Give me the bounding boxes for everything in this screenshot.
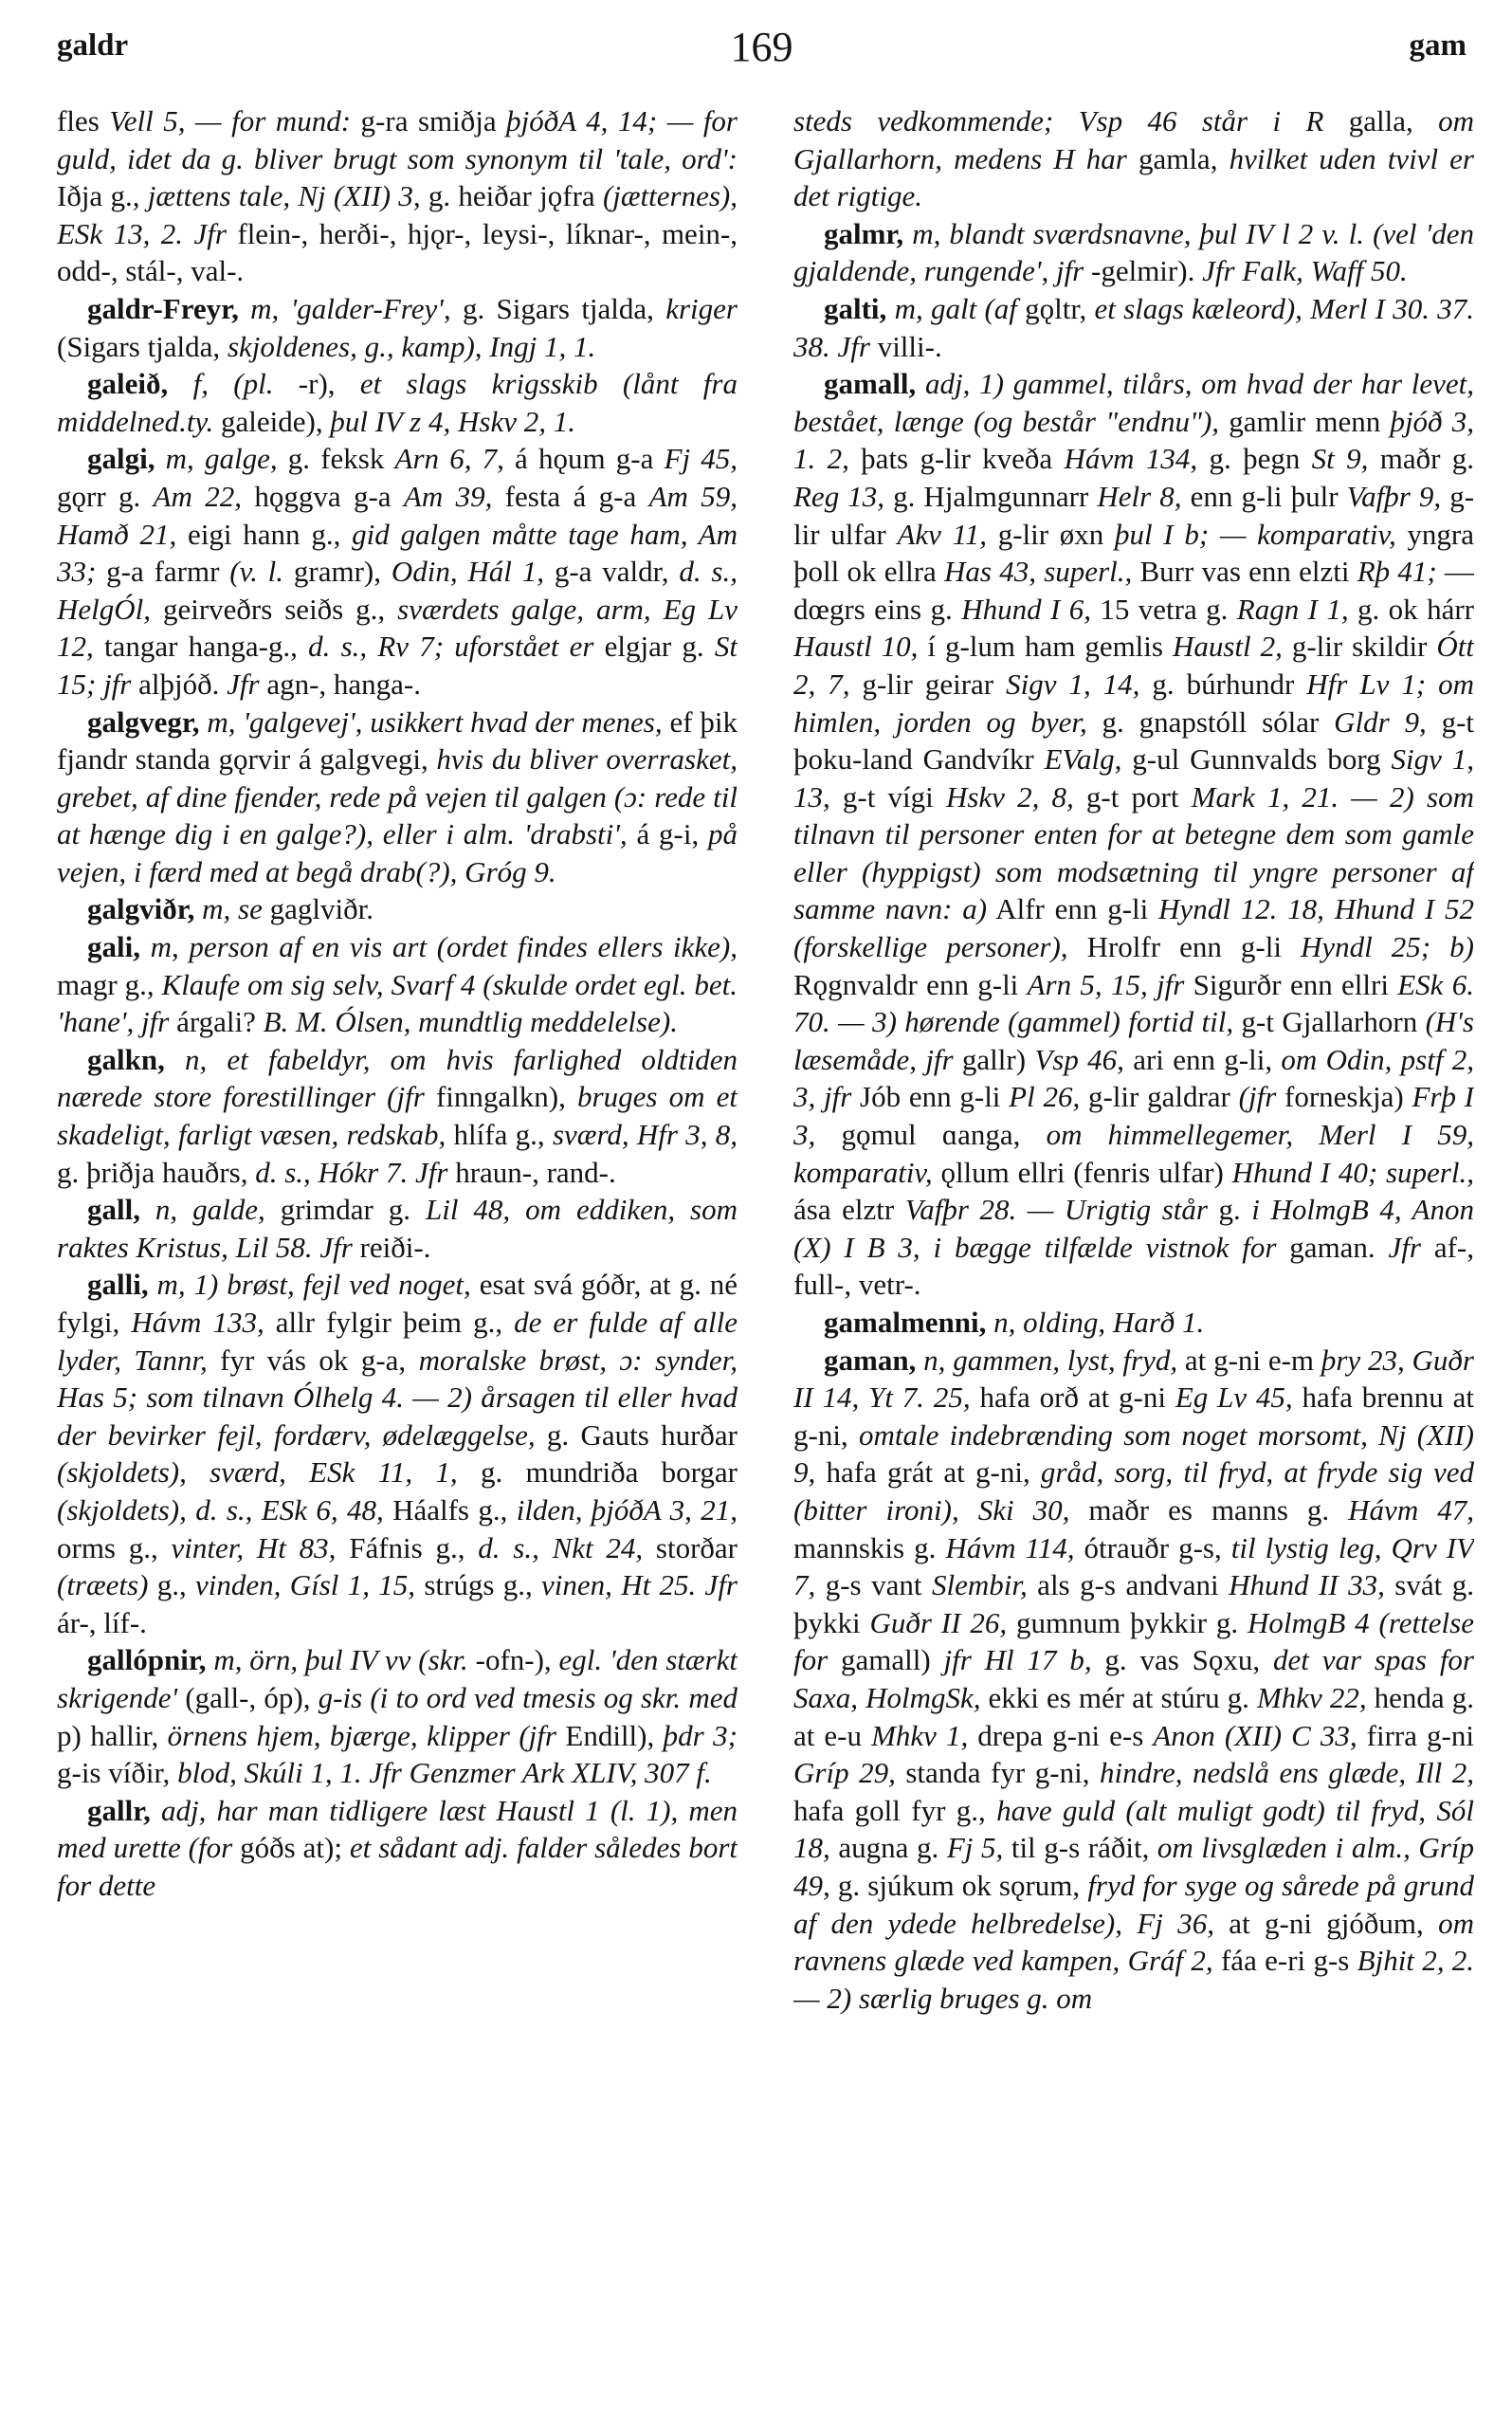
roman-citation-text: g-lir øxn (987, 517, 1115, 551)
italic-gloss-text: sværd, Hfr 3, 8, (552, 1118, 738, 1152)
italic-gloss-text: Anon (XII) C 33, (1153, 1718, 1357, 1752)
roman-citation-text: g-t port (1073, 779, 1192, 814)
italic-gloss-text: Hskv 2, 8, (945, 779, 1074, 814)
roman-citation-text: í g-lum ham gemlis (918, 630, 1173, 664)
italic-gloss-text: Am 39, (403, 479, 493, 513)
italic-gloss-text: omtale indebrænding som noget morsomt, Nj (XII) 9, (793, 1417, 1474, 1490)
roman-citation-text: hlífa g., (446, 1118, 553, 1152)
italic-gloss-text: Lil 48, om eddiken, som raktes Kristus, Lil 58. Jfr (57, 1193, 738, 1264)
roman-citation-text: hafa brennu at g-ni, (793, 1381, 1474, 1452)
roman-citation-text: drepa g-ni e-s (968, 1718, 1154, 1752)
italic-gloss-text: m, 'galgevej', usikkert hvad der menes, (199, 704, 663, 739)
page-header (57, 24, 1466, 85)
roman-citation-text: ef þik fjandr standa gǫrvir á galgvegi, (57, 704, 738, 777)
roman-citation-text: p) hallir, (57, 1718, 168, 1752)
dictionary-entry (793, 290, 1474, 365)
italic-gloss-text: þjóð 3, 1. 2, (793, 404, 1474, 476)
entry-headword: gamalmenni, (824, 1306, 987, 1339)
italic-gloss-text: Helr 8, (1097, 479, 1182, 513)
italic-gloss-text: på vejen, i færd med at begå drab(?), Gróg 9. (57, 817, 738, 888)
roman-citation-text: ótrauðr g-s, (1074, 1530, 1231, 1564)
italic-gloss-text: d. s., HelgÓl, (57, 555, 738, 626)
roman-citation-text: g-is víðir, (57, 1756, 178, 1790)
italic-gloss-text: Hhund II 33, (1229, 1568, 1385, 1602)
roman-citation-text: gramr), (283, 555, 392, 589)
roman-citation-text: ár-, líf-. (57, 1605, 147, 1639)
roman-citation-text: flein-, herði-, hjǫr-, leysi-, líknar-, mein-, odd-, stál-, val-. (57, 216, 738, 288)
italic-gloss-text: Haustl 10, (793, 630, 919, 664)
dictionary-entry (793, 1342, 1474, 2018)
italic-gloss-text: (v. l. (229, 555, 284, 589)
roman-citation-text: g. Sigars tjalda, (450, 291, 666, 325)
entry-headword: gamall, (824, 367, 917, 401)
italic-gloss-text: Hyndl 12. 18, Hhund I 52 (forskellige personer), (793, 892, 1474, 964)
italic-gloss-text: hvilket uden tvivl er det rigtige. (793, 141, 1474, 213)
italic-gloss-text: Hyndl 25; b) (1301, 930, 1474, 964)
roman-citation-text: Háalfs g., (383, 1492, 517, 1527)
text-columns (57, 102, 1474, 2400)
italic-gloss-text: hindre, nedslå ens glæde, Ill 2, (1099, 1756, 1474, 1790)
roman-citation-text: maðr g. (1368, 442, 1474, 476)
roman-citation-text: g-a farmr (96, 555, 230, 589)
italic-gloss-text: Am 59, Hamð 21, (57, 479, 738, 551)
roman-citation-text: forneskja) (1276, 1080, 1412, 1114)
italic-gloss-text: Bjhit 2, 2. — 2) særlig bruges g. om (793, 1944, 1474, 2015)
italic-gloss-text: (H's læsemåde, jfr (793, 1005, 1474, 1076)
italic-gloss-text: B. M. Ólsen, mundtlig meddelelse). (263, 1005, 678, 1039)
roman-citation-text: g. mundriða borgar (457, 1455, 738, 1490)
roman-citation-text: tangar hanga-g., (93, 630, 309, 664)
italic-gloss-text: Sigv 1, 14, (1006, 667, 1140, 701)
italic-gloss-text: om himmellegemer, Merl I 59, komparativ, (793, 1118, 1474, 1189)
italic-gloss-text: det var spas for Saxa, HolmgSk, (793, 1643, 1474, 1714)
roman-citation-text: enn g-li þulr (1181, 479, 1347, 513)
roman-citation-text: at g-ni gjóðum, (1213, 1906, 1439, 1940)
italic-gloss-text: þry 23, Guðr II 14, Yt 7. 25, (793, 1343, 1474, 1415)
italic-gloss-text: gid galgen måtte tage ham, Am 33; (57, 517, 738, 589)
dictionary-entry (57, 440, 738, 703)
roman-citation-text: -gelmir). (1084, 254, 1203, 288)
italic-gloss-text: jfr Hl 17 b, (943, 1643, 1092, 1677)
entry-headword: gali, (87, 930, 140, 964)
italic-gloss-text: m, galge, (155, 442, 278, 476)
roman-citation-text: Fáfnis g., (336, 1530, 479, 1564)
italic-gloss-text: Hávm 47, (1348, 1492, 1474, 1527)
italic-gloss-text: n, et fabeldyr, om hvis farlighed oldtiden nærede store forestillinger (jfr (57, 1042, 738, 1114)
italic-gloss-text: þdr 3; (663, 1718, 738, 1752)
roman-citation-text: standa fyr g-ni, (895, 1756, 1100, 1790)
dictionary-entry (793, 1304, 1474, 1342)
italic-gloss-text: Hhund I 40; superl., (1231, 1155, 1474, 1189)
roman-citation-text: (Sigars tjalda, (57, 329, 228, 363)
italic-gloss-text: d. s., Hókr 7. Jfr (255, 1155, 448, 1189)
italic-gloss-text: ilden, þjóðA 3, 21, (516, 1492, 738, 1527)
roman-citation-text: firra g-ni (1357, 1718, 1474, 1752)
roman-citation-text: gǫmul ɑanga, (815, 1118, 1047, 1152)
roman-citation-text: g. vas Sǫxu, (1091, 1643, 1273, 1677)
italic-gloss-text: vinen, Ht 25. Jfr (541, 1568, 738, 1602)
roman-citation-text: Iðja g., (57, 179, 148, 213)
italic-gloss-text: EValg, (1044, 742, 1122, 777)
dictionary-entry (57, 1641, 738, 1791)
italic-gloss-text: (jætternes), ESk 13, 2. Jfr (57, 179, 738, 250)
roman-citation-text: svát g. þykki (793, 1568, 1474, 1639)
roman-citation-text: galla, (1323, 104, 1439, 137)
italic-gloss-text: Hhund I 6, (961, 592, 1091, 626)
italic-gloss-text: (træets) (57, 1568, 149, 1602)
italic-gloss-text: om ravnens glæde ved kampen, Gráf 2, (793, 1906, 1474, 1978)
roman-citation-text: festa á g-a (492, 479, 649, 513)
italic-gloss-text: St 9, (1311, 442, 1369, 476)
roman-citation-text: reiði-. (352, 1230, 431, 1264)
roman-citation-text: Rǫgnvaldr enn g-li (793, 967, 1028, 1001)
dictionary-entry (793, 365, 1474, 1304)
roman-citation-text: gumnum þykkir g. (1007, 1605, 1248, 1639)
roman-citation-text: hraun-, rand-. (447, 1155, 616, 1189)
dictionary-entry (793, 215, 1474, 290)
roman-citation-text: g-lir ulfar (793, 479, 1474, 551)
italic-gloss-text: Jfr (1388, 1230, 1421, 1264)
roman-citation-text: orms g., (57, 1530, 172, 1564)
roman-citation-text: þats g-lir kveða (848, 442, 1065, 476)
dictionary-entry (57, 1191, 738, 1266)
italic-gloss-text: Fj 5, (946, 1831, 1004, 1865)
roman-citation-text: alþjóð. (131, 667, 228, 701)
roman-citation-text: af-, full-, vetr-. (793, 1230, 1474, 1302)
roman-citation-text: hafa goll fyr g., (793, 1793, 997, 1827)
italic-gloss-text: m, galt (af (886, 291, 1017, 325)
italic-gloss-text: Fj 45, (664, 442, 738, 476)
roman-citation-text: augna g. (829, 1831, 947, 1865)
roman-citation-text: gǫrr g. (57, 479, 154, 513)
continued-entry-text (57, 102, 738, 290)
roman-citation-text: g-t Gjallarhorn (1233, 1005, 1426, 1039)
italic-gloss-text: bruges om et skadeligt, farligt væsen, redskab, (57, 1080, 738, 1152)
entry-headword: galeið, (87, 367, 169, 401)
italic-gloss-text: f, (pl. (168, 367, 274, 401)
roman-citation-text: ǫllum ellri (fenris ulfar) (932, 1155, 1232, 1189)
roman-citation-text: agn-, hanga-. (259, 667, 421, 701)
entry-headword: gallópnir, (87, 1643, 207, 1677)
left-column (57, 102, 738, 2400)
roman-citation-text: hafa grát at g-ni, (815, 1455, 1041, 1490)
italic-gloss-text: gråd, sorg, til fryd, at fryde sig ved (bitter ironi), Ski 30, (793, 1455, 1474, 1527)
roman-citation-text: maðr es manns g. (1069, 1492, 1349, 1527)
roman-citation-text: als g-s andvani (1027, 1568, 1230, 1602)
entry-headword: galgvegr, (87, 704, 200, 739)
italic-gloss-text: et sådant adj. falder således bort for dette (57, 1831, 738, 1902)
italic-gloss-text: Arn 6, 7, (394, 442, 504, 476)
entry-headword: galdr-Freyr, (87, 291, 239, 325)
dictionary-entry (57, 365, 738, 440)
italic-gloss-text: m, örn, þul IV vv (skr. (206, 1643, 468, 1677)
roman-citation-text: gǫltr, (1016, 291, 1095, 325)
roman-citation-text: g. heiðar jǫfra (420, 179, 603, 213)
roman-citation-text: g. Gauts hurðar (535, 1417, 738, 1452)
italic-gloss-text: Hávm 114, (945, 1530, 1075, 1564)
right-running-headword: gam (1409, 28, 1466, 63)
italic-gloss-text: jættens tale, Nj (XII) 3, (147, 179, 421, 213)
roman-citation-text: til g-s ráðit, (1003, 1831, 1157, 1865)
roman-citation-text: Endill), (556, 1718, 664, 1752)
dictionary-entry (57, 890, 738, 928)
roman-citation-text: villi-. (869, 329, 942, 363)
italic-gloss-text: egl. 'den stærkt skrigende' (57, 1643, 738, 1714)
roman-citation-text: gaglviðr. (262, 892, 373, 926)
italic-gloss-text: kriger (665, 291, 738, 325)
roman-citation-text: g-ul Gunnvalds borg (1121, 742, 1392, 777)
roman-citation-text: g-lir geirar (849, 667, 1007, 701)
roman-citation-text: gaman. (1276, 1230, 1389, 1264)
roman-citation-text: g. ok hárr (1348, 592, 1474, 626)
italic-gloss-text: Jfr Falk, Waff 50. (1202, 254, 1408, 288)
italic-gloss-text: gammel, tilårs, om hvad der har levet, bestået, længe (og består "endnu"), (793, 367, 1474, 438)
roman-citation-text: — dœgrs eins g. (793, 555, 1474, 626)
italic-gloss-text: i HolmgB 4, Anon (X) I B 3, i bægge tilfælde vistnok for (793, 1193, 1474, 1264)
roman-citation-text: g. gnapstóll sólar (1086, 704, 1335, 739)
italic-gloss-text: sværdets galge, arm, Eg Lv 12, (57, 592, 738, 664)
italic-gloss-text: örnens hjem, bjærge, klipper (jfr (167, 1718, 556, 1752)
italic-gloss-text: Haustl 2, (1172, 630, 1283, 664)
roman-citation-text: finngalkn), (424, 1080, 578, 1114)
dictionary-entry (57, 928, 738, 1041)
roman-citation-text: g-lir galdrar (1080, 1080, 1239, 1114)
dictionary-entry (57, 1792, 738, 1905)
roman-citation-text: g. sjúkum ok sǫrum, (829, 1868, 1088, 1902)
roman-citation-text: eigi hann g., (176, 517, 353, 551)
italic-gloss-text: til lystig leg, Qrv IV 7, (793, 1530, 1474, 1602)
italic-gloss-text: Vafþr 9, (1346, 479, 1442, 513)
roman-citation-text: hǫggva g-a (242, 479, 404, 513)
italic-gloss-text: Mhkv 22, (1256, 1680, 1367, 1714)
roman-citation-text: galeide), (213, 404, 331, 438)
roman-citation-text: at g-ni e-m (1177, 1343, 1321, 1377)
roman-citation-text: g. þegn (1197, 442, 1312, 476)
italic-gloss-text: n, gammen, lyst, fryd, (916, 1343, 1178, 1377)
italic-gloss-text: m, 1) (148, 1268, 228, 1302)
continued-entry-text (793, 102, 1474, 215)
roman-citation-text: g. búrhundr (1139, 667, 1307, 701)
dictionary-entry (57, 1266, 738, 1641)
entry-headword: galkn, (87, 1042, 165, 1076)
italic-gloss-text: Has 43, superl., (944, 555, 1133, 589)
roman-citation-text: fyr vás ok g-a, (207, 1343, 419, 1377)
italic-gloss-text: þul I b; — komparativ, (1115, 517, 1396, 551)
italic-gloss-text: Hfr Lv 1; om himlen, jorden og byer, (793, 667, 1474, 739)
roman-citation-text: Jób enn g-li (851, 1080, 1010, 1114)
italic-gloss-text: blod, Skúli 1, 1. Jfr Genzmer Ark XLIV, 307 f. (177, 1756, 712, 1790)
roman-citation-text: yngra þoll ok ellra (793, 517, 1474, 589)
roman-citation-text: Burr vas enn elzti (1132, 555, 1357, 589)
left-running-headword: galdr (57, 28, 129, 63)
entry-headword: galmr, (824, 216, 904, 250)
italic-gloss-text: adj, 1) (916, 367, 1013, 401)
roman-citation-text: g. feksk (277, 442, 395, 476)
italic-gloss-text: d. s., Nkt 24, (478, 1530, 644, 1564)
italic-gloss-text: hvis du bliver overrasket, grebet, af dine fjender, rede på vejen til galgen (ɔ: rede til at hænge dig i en galge?), eller i alm. 'drabsti', (57, 742, 738, 851)
italic-gloss-text: steds vedkommende; Vsp 46 står i R (793, 104, 1324, 137)
italic-gloss-text: Eg Lv 45, (1175, 1381, 1293, 1415)
italic-gloss-text: Mark 1, 21. — 2) som tilnavn til personer enten for at betegne dem som gamle eller (hyppigst) som modsætning til yngre personer af samme navn: a) (793, 779, 1474, 926)
page-number: 169 (730, 24, 793, 70)
italic-gloss-text: n, galde, (139, 1193, 265, 1227)
italic-gloss-text: fryd for syge og sårede på grund af den ydede helbredelse), Fj 36, (793, 1868, 1474, 1940)
italic-gloss-text: þjóðA 4, 14; — for guld, idet da g. bliver brugt som synonym til 'tale, ord': (57, 104, 738, 175)
italic-gloss-text: (skjoldets), sværd, ESk 11, 1, (57, 1455, 458, 1490)
italic-gloss-text: Mhkv 1, (871, 1718, 969, 1752)
italic-gloss-text: vinter, Ht 83, (171, 1530, 337, 1564)
italic-gloss-text: Am 22, (153, 479, 243, 513)
roman-citation-text: grimdar g. (264, 1193, 426, 1227)
roman-citation-text: mannskis g. (793, 1530, 946, 1564)
italic-gloss-text: Sigv 1, 13, (793, 742, 1474, 814)
roman-citation-text: gallr) (953, 1042, 1035, 1076)
roman-citation-text: esat svá góðr, at g. né fylgi, (57, 1268, 738, 1339)
italic-gloss-text: et slags kæleord), Merl I 30. 37. 38. Jfr (793, 291, 1474, 363)
roman-citation-text: ása elztr (793, 1193, 905, 1227)
roman-citation-text: á g-i, (627, 817, 709, 851)
italic-gloss-text: vinden, Gísl 1, 15, (195, 1568, 416, 1602)
roman-citation-text: g. (1207, 1193, 1252, 1227)
entry-headword: galti, (824, 291, 887, 325)
italic-gloss-text: þul IV z 4, Hskv 2, 1. (330, 404, 575, 438)
italic-gloss-text: Odin, Hál 1, (391, 555, 544, 589)
italic-gloss-text: Slembir, (931, 1568, 1028, 1602)
roman-citation-text: -ofn-), (467, 1643, 559, 1677)
roman-citation-text: g-a valdr, (544, 555, 680, 589)
roman-citation-text: ari enn g-li, (1123, 1042, 1282, 1076)
italic-gloss-text: m, se (194, 892, 263, 926)
italic-gloss-text: om livsglæden i alm., Gríp 49, (793, 1831, 1474, 1902)
entry-headword: galgi, (87, 442, 155, 476)
roman-citation-text: allr fylgir þeim g., (264, 1306, 515, 1339)
italic-gloss-text: brøst, fejl ved noget, (227, 1268, 471, 1302)
italic-gloss-text: et slags krigsskib (lånt fra middelned.ty. (57, 367, 738, 438)
roman-citation-text: henda g. at e-u (793, 1680, 1474, 1752)
roman-citation-text: magr g., (57, 967, 162, 1001)
italic-gloss-text: Gldr 9, (1334, 704, 1427, 739)
roman-citation-text: g., (148, 1568, 196, 1602)
roman-citation-text: g-t þoku-land Gandvíkr (793, 704, 1474, 777)
roman-citation-text: (gall-, óp), (177, 1680, 319, 1714)
italic-gloss-text: Hávm 134, (1064, 442, 1198, 476)
roman-citation-text: fles (57, 104, 110, 137)
italic-gloss-text: Vell 5, — for mund: (109, 104, 352, 137)
roman-citation-text: árgali? (169, 1005, 264, 1039)
italic-gloss-text: Akv 11, (897, 517, 988, 551)
italic-gloss-text: Ragn I 1, (1236, 592, 1349, 626)
roman-citation-text: hafa orð at g-ni (970, 1381, 1175, 1415)
roman-citation-text: geirveðrs seiðs g., (151, 592, 398, 626)
italic-gloss-text: moralske brøst, ɔ: synder, Has 5; som tilnavn Ólhelg 4. — 2) årsagen til eller hvad der bevirker fejl, fordærv, ødelæggelse, (57, 1343, 738, 1452)
italic-gloss-text: Vafþr 28. — Urigtig står (904, 1193, 1208, 1227)
italic-gloss-text: Jfr (227, 667, 260, 701)
entry-headword: galgviðr, (87, 892, 195, 926)
italic-gloss-text: n, olding, Harð 1. (986, 1306, 1205, 1339)
dictionary-entry (57, 704, 738, 891)
italic-gloss-text: (skjoldets), d. s., ESk 6, 48, (57, 1492, 384, 1527)
italic-gloss-text: Gríp 29, (793, 1756, 896, 1790)
italic-gloss-text: ESk 6. 70. — 3) hørende (gammel) fortid til, (793, 967, 1474, 1039)
italic-gloss-text: m, person af en vis art (ordet findes ellers ikke), (139, 930, 738, 964)
italic-gloss-text: Reg 13, (793, 479, 885, 513)
roman-citation-text: g-ra smiðja (351, 104, 507, 137)
roman-citation-text: storðar (643, 1530, 738, 1564)
italic-gloss-text: m, blandt sværdsnavne, þul IV l 2 v. l. (vel 'den gjaldende, rungende', jfr (793, 216, 1474, 288)
italic-gloss-text: Rþ 41; (1357, 555, 1437, 589)
roman-citation-text: g-t vígi (829, 779, 946, 814)
italic-gloss-text: de er fulde af alle lyder, Tannr, (57, 1306, 738, 1377)
italic-gloss-text: om Odin, pstf 2, 3, jfr (793, 1042, 1474, 1114)
dictionary-entry (57, 1041, 738, 1191)
roman-citation-text: góðs at); (232, 1831, 350, 1865)
italic-gloss-text: Guðr II 26, (869, 1605, 1008, 1639)
roman-citation-text: Hrolfr enn g-li (1067, 930, 1301, 964)
entry-headword: galli, (87, 1268, 149, 1302)
italic-gloss-text: HolmgB 4 (rettelse for (793, 1605, 1474, 1677)
italic-gloss-text: skjoldenes, g., kamp), Ingj 1, 1. (227, 329, 596, 363)
italic-gloss-text: Pl 26, (1009, 1080, 1081, 1114)
roman-citation-text: fáa e-ri g-s (1212, 1944, 1357, 1978)
italic-gloss-text: have guld (alt muligt godt) til fryd, Sól 18, (793, 1793, 1474, 1865)
italic-gloss-text: om Gjallarhorn, medens H har (793, 104, 1474, 175)
entry-headword: gall, (87, 1193, 140, 1227)
italic-gloss-text: Frþ I 3, (793, 1080, 1474, 1152)
roman-citation-text: g. þriðja hauðrs, (57, 1155, 256, 1189)
roman-citation-text: gamall) (828, 1643, 944, 1677)
roman-citation-text: gamlir menn (1219, 404, 1391, 438)
entry-headword: gallr, (87, 1793, 151, 1827)
italic-gloss-text: d. s., Rv 7; uforstået er (308, 630, 594, 664)
roman-citation-text: ekki es mér at stúru g. (980, 1680, 1257, 1714)
roman-citation-text: strúgs g., (415, 1568, 542, 1602)
roman-citation-text: elgjar g. (593, 630, 715, 664)
italic-gloss-text: (jfr (1238, 1080, 1277, 1114)
italic-gloss-text: Vsp 46, (1034, 1042, 1124, 1076)
roman-citation-text: g. Hjalmgunnarr (884, 479, 1098, 513)
entry-headword: gaman, (824, 1343, 917, 1377)
roman-citation-text: á hǫum g-a (503, 442, 665, 476)
dictionary-entry (57, 290, 738, 365)
italic-gloss-text: St 15; jfr (57, 630, 738, 701)
italic-gloss-text: Ótt 2, 7, (793, 630, 1474, 701)
roman-citation-text: g-s vant (815, 1568, 932, 1602)
roman-citation-text: -r), (273, 367, 360, 401)
roman-citation-text: gamla, (1126, 141, 1230, 175)
roman-citation-text: 15 vetra g. (1090, 592, 1237, 626)
italic-gloss-text: Hávm 133, (131, 1306, 264, 1339)
italic-gloss-text: g-is (i to ord ved tmesis og skr. med (318, 1680, 738, 1714)
roman-citation-text: g-lir skildir (1282, 630, 1437, 664)
italic-gloss-text: Klaufe om sig selv, Svarf 4 (skulde ordet egl. bet. 'hane', jfr (57, 967, 738, 1039)
right-column (793, 102, 1474, 2400)
italic-gloss-text: adj, har man tidligere læst Haustl 1 (l. 1), men med urette (for (57, 1793, 738, 1865)
italic-gloss-text: m, 'galder-Frey', (238, 291, 451, 325)
italic-gloss-text: Arn 5, 15, jfr (1027, 967, 1185, 1001)
roman-citation-text: Sigurðr enn ellri (1184, 967, 1398, 1001)
roman-citation-text: Alfr enn g-li (987, 892, 1159, 926)
